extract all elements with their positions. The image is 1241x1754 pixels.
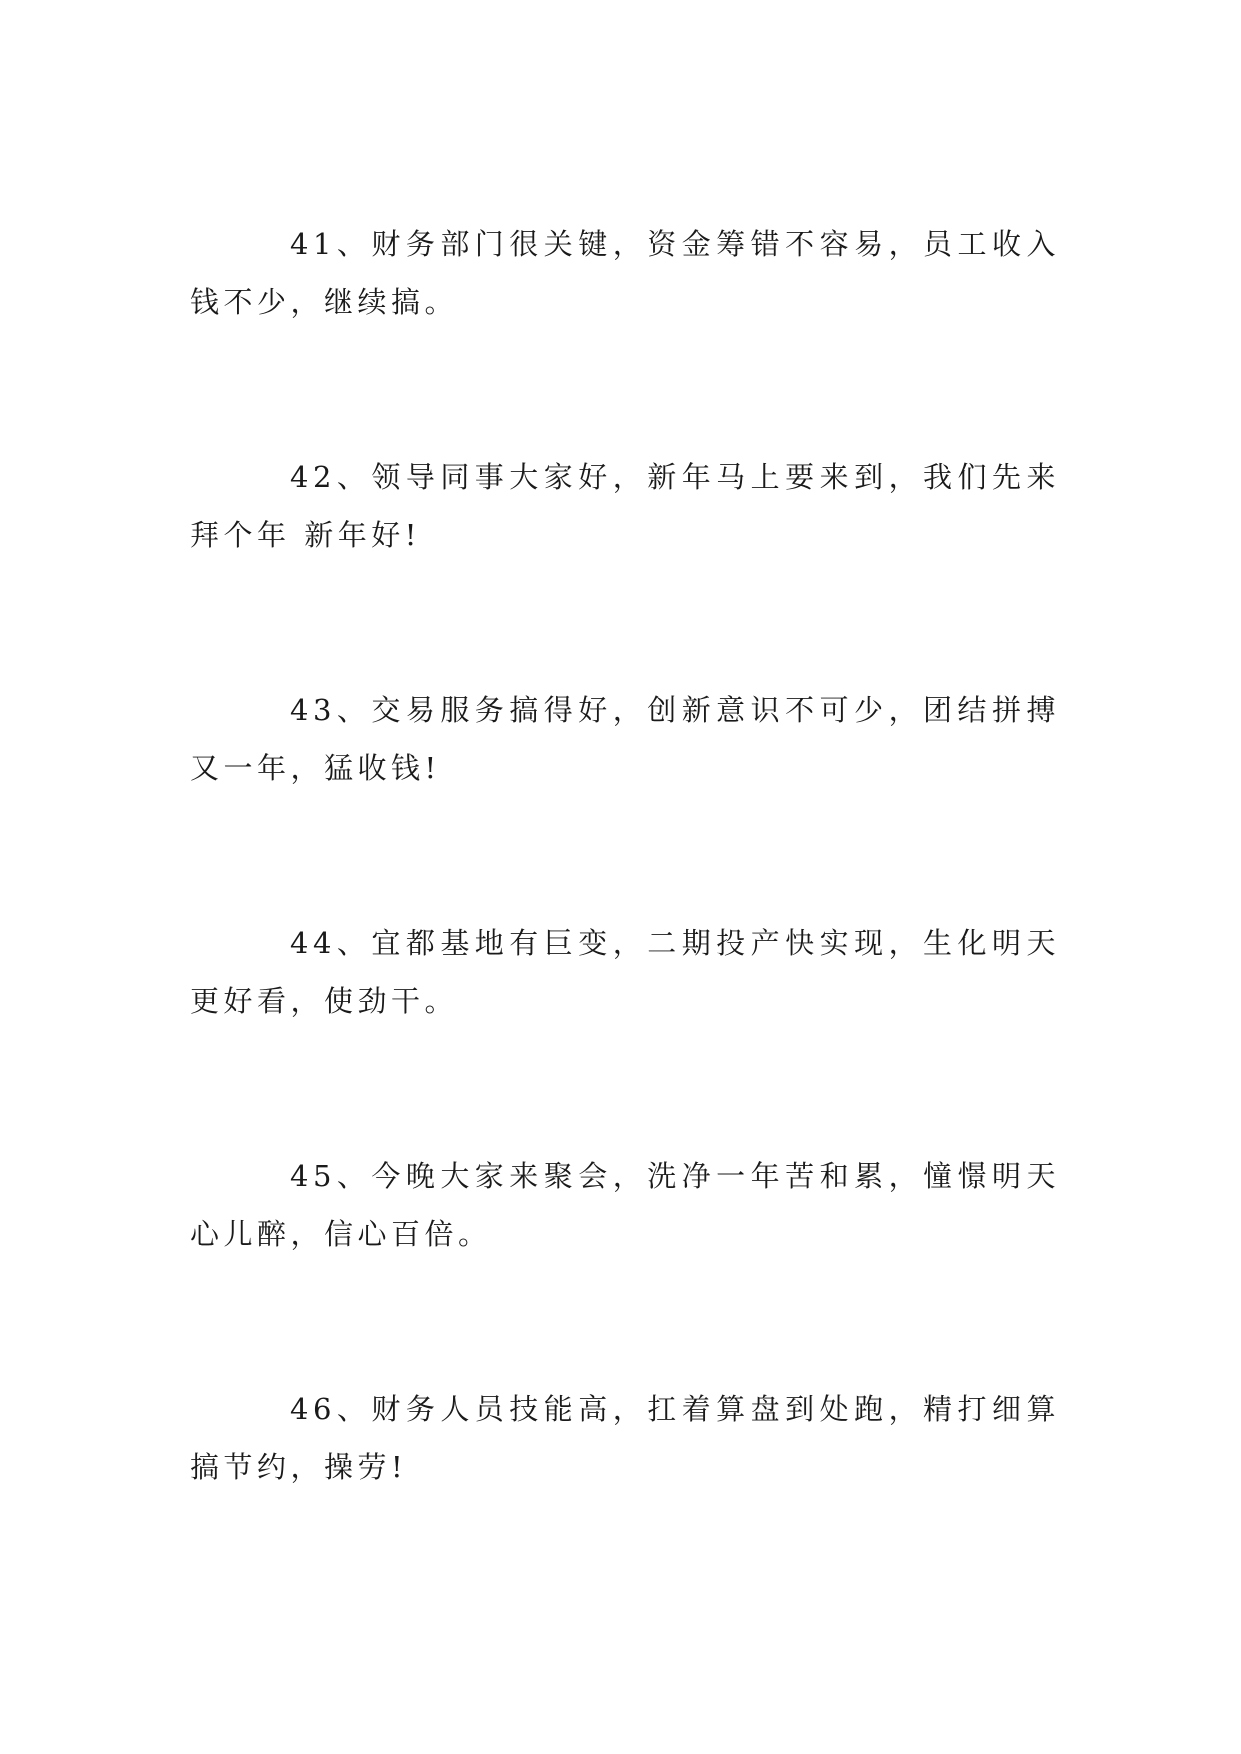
entry-46: 46、财务人员技能高，扛着算盘到处跑，精打细算搞节约，操劳!	[190, 1392, 1060, 1484]
entry-45: 45、今晚大家来聚会，洗净一年苦和累，憧憬明天心儿醉，信心百倍。	[190, 1159, 1060, 1251]
entry-41: 41、财务部门很关键，资金筹错不容易，员工收入钱不少，继续搞。	[190, 227, 1060, 319]
entry-43: 43、交易服务搞得好，创新意识不可少，团结拼搏又一年，猛收钱!	[190, 693, 1060, 785]
entry-44: 44、宜都基地有巨变，二期投产快实现，生化明天更好看，使劲干。	[190, 926, 1060, 1018]
entry-42: 42、领导同事大家好，新年马上要来到，我们先来拜个年 新年好!	[190, 460, 1060, 552]
